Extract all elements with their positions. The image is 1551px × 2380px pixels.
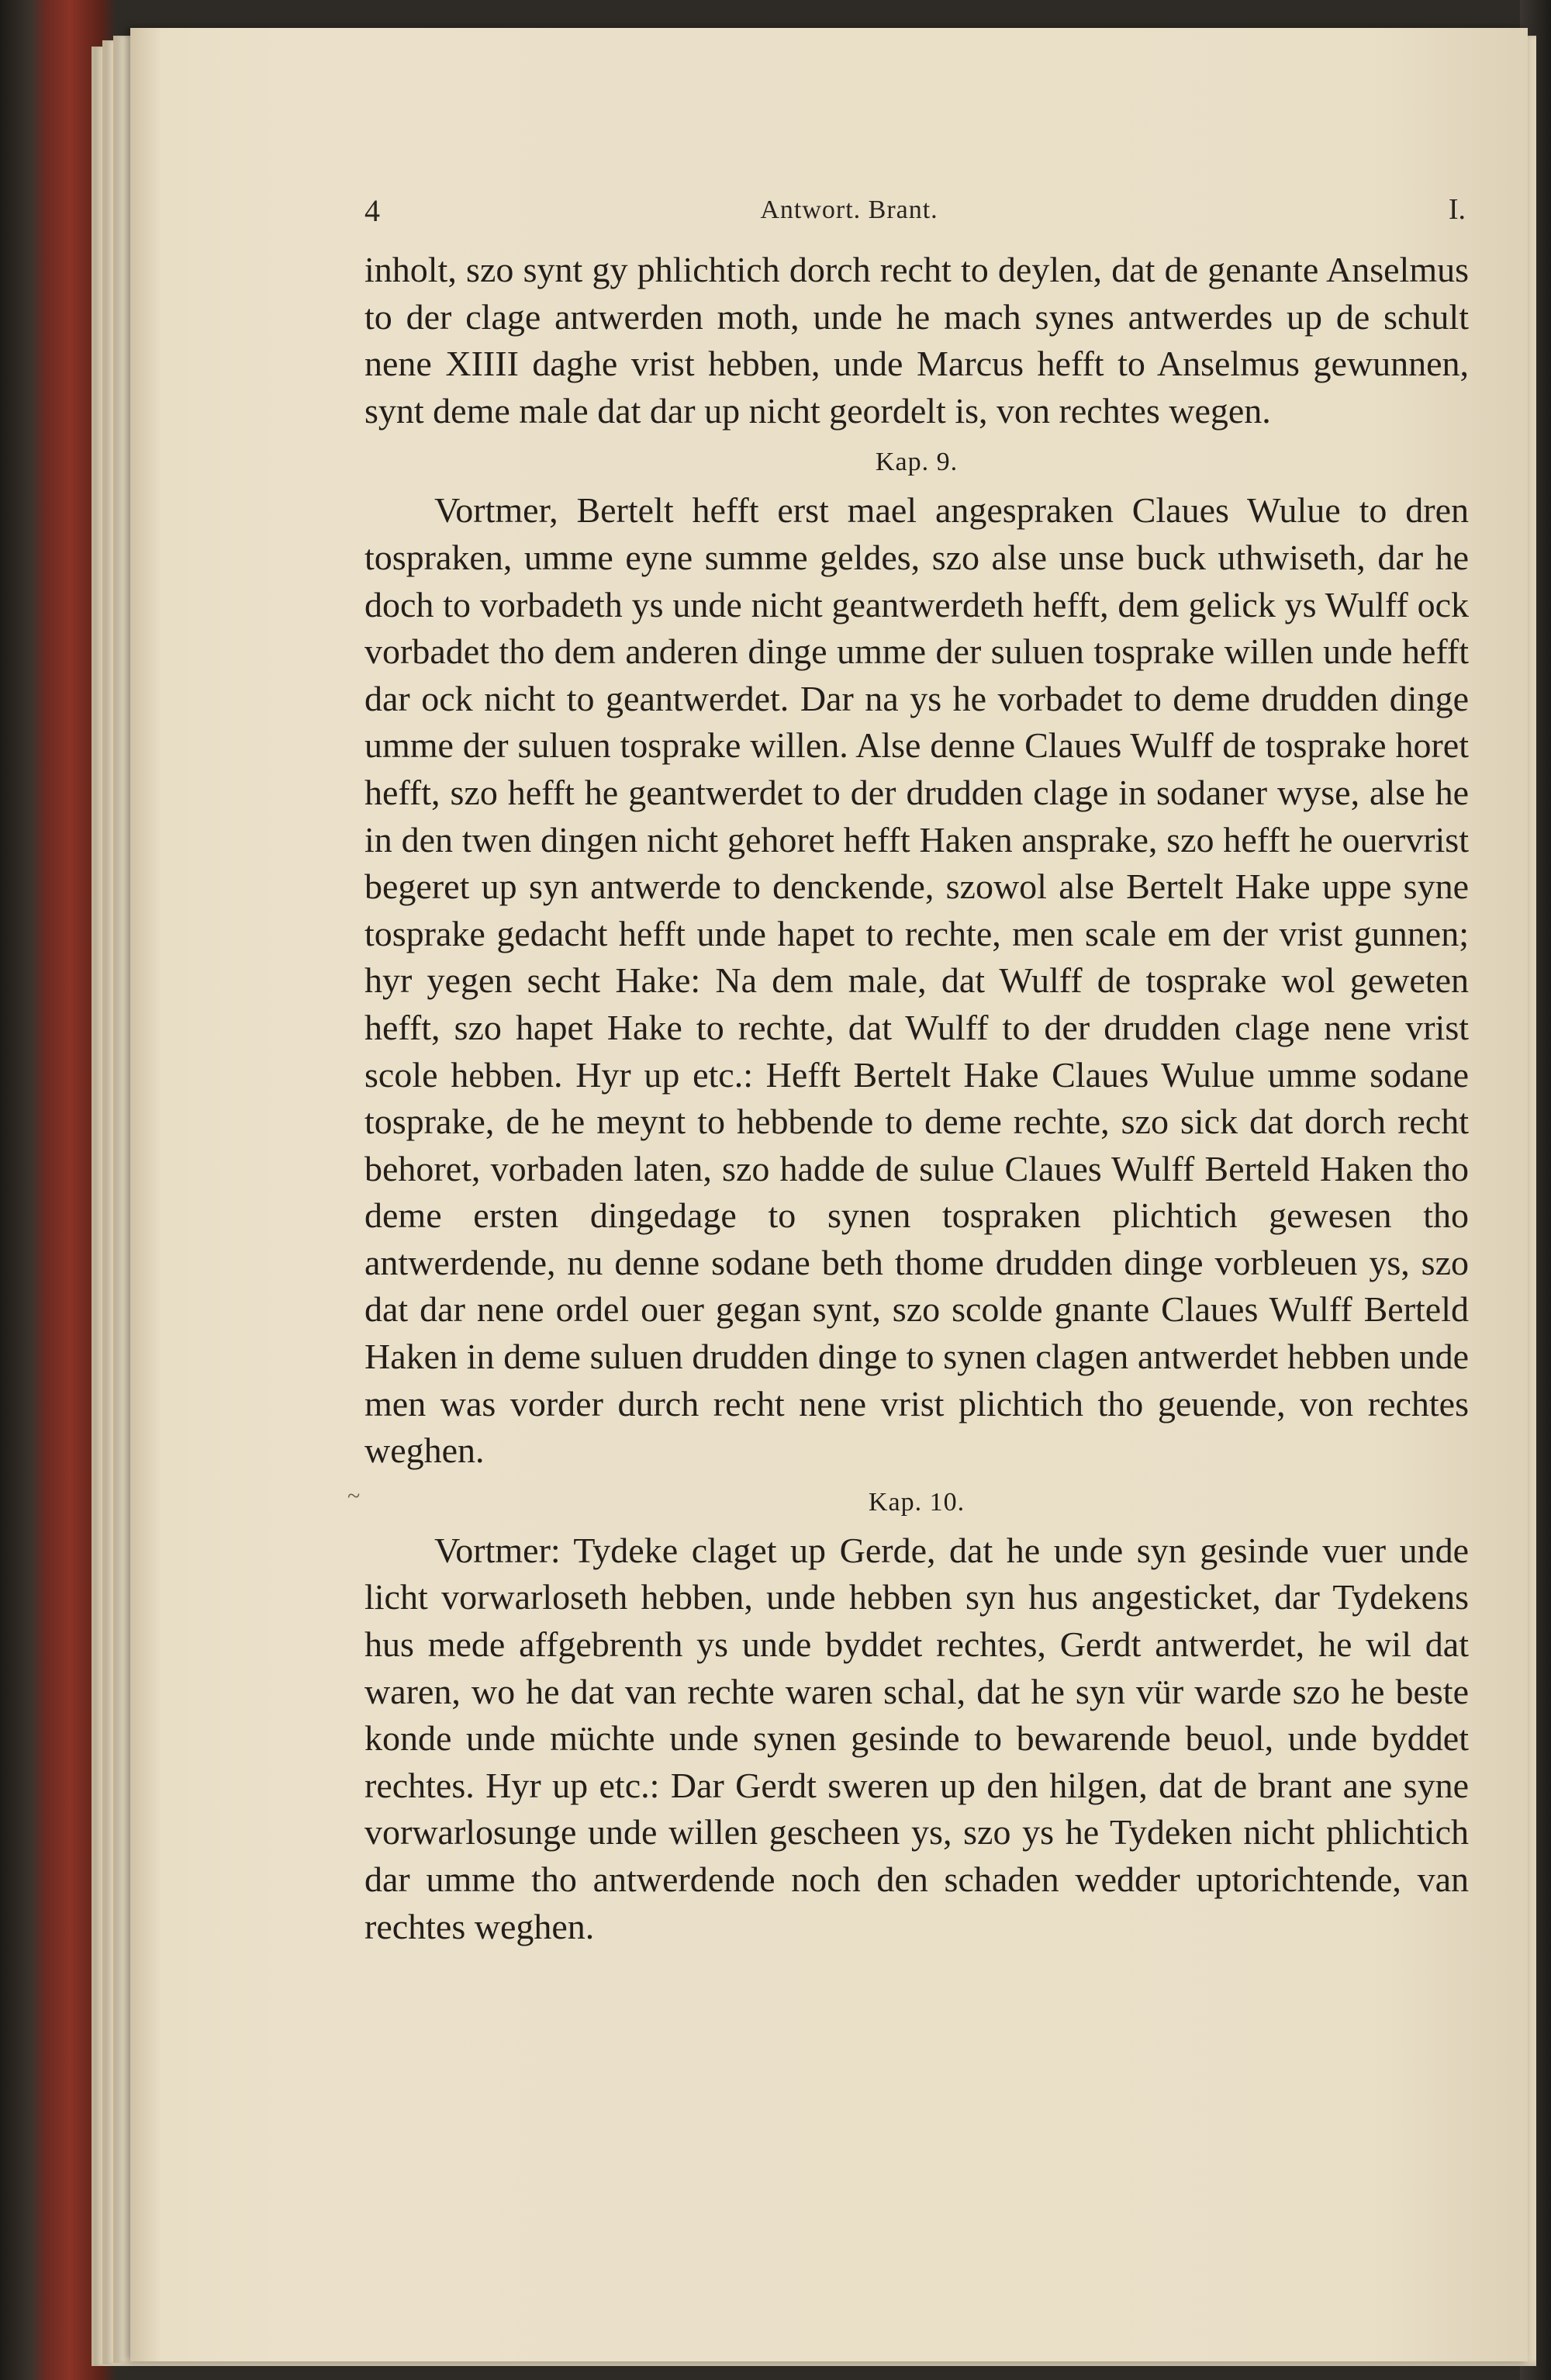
paragraph: inholt, szo synt gy phlichtich dorch recht to deylen, dat de genante Anselmus to der clage antwerden moth, unde he mach synes antwerdes up de schult nene XIIII daghe vrist hebben, unde Marcus hefft to Anselmus gewunnen, synt deme male dat dar up nicht geordelt is, von rechtes wegen. — [364, 250, 1469, 431]
body-text — [364, 247, 1469, 1950]
chapter-heading: Kap. 9. — [875, 448, 959, 477]
running-title: Antwort. Brant. — [760, 195, 938, 224]
page-number: 4 — [364, 193, 380, 228]
paragraph: Vortmer, Bertelt hefft erst mael angespraken Claues Wulue to dren tospraken, umme eyne summe geldes, szo alse unse buck uthwiseth, dar he doch to vorbadeth ys unde nicht geantwerdeth hefft, dem gelick ys Wulff ock vorbadet tho dem anderen dinge umme der suluen tosprake willen unde hefft dar ock nicht to geantwerdet. Dar na ys he vorbadet to deme drudden dinge umme der suluen tosprake willen. Alse denne Claues Wulff de tosprake horet hefft, szo hefft he geantwerdet to der drudden clage in sodaner wyse, alse he in den twen dingen nicht gehoret hefft Haken ansprake, szo hefft he ouervrist begeret up syn antwerde to denckende, szowol alse Bertelt Hake uppe syne tosprake gedacht hefft unde hapet to rechte, men scale em der vrist gunnen; hyr yegen secht Hake: Na dem male, dat Wulff de tosprake wol geweten hefft, szo hapet Hake to rechte, dat Wulff to der drudden clage nene vrist scole hebben. Hyr up etc.: Hefft Bertelt Hake Claues Wulue umme sodane tosprake, de he meynt to hebbende to deme rechte, szo sick dat dorch recht behoret, vorbaden laten, szo hadde de sulue Claues Wulff Berteld Haken tho deme ersten dingedage to synen tospraken plichtich gewesen tho antwerdende, nu denne sodane beth thome drudden dinge vorbleuen ys, szo dat dar nene ordel ouer gegan synt, szo scolde gnante Claues Wulff Berteld Haken in deme suluen drudden dinge to synen clagen antwerdet hebben unde men was vorder durch recht nene vrist plichtich tho geuende, von rechtes weghen. — [364, 490, 1469, 1471]
chapter-heading: Kap. 10. — [868, 1487, 965, 1517]
margin-mark: ~ — [347, 1483, 361, 1509]
page-header — [233, 192, 1466, 239]
section-number: I. — [1448, 193, 1466, 226]
paragraph: Vortmer: Tydeke claget up Gerde, dat he unde syn gesinde vuer unde licht vorwarloseth hebben, unde hebben syn hus angesticket, dar Tydekens hus mede affgebrenth ys unde byddet rechtes, Gerdt antwerdet, he wil dat waren, wo he dat van rechte waren schal, dat he syn vür warde szo he beste konde unde müchte unde synen gesinde to bewarende beuol, unde byddet rechtes. Hyr up etc.: Dar Gerdt sweren up den hilgen, dat de brant ane syne vorwarlosunge unde willen gescheen ys, szo ys he Tydeken nicht phlichtich dar umme tho antwerdende noch den schaden wedder uptorichtende, van rechtes weghen. — [364, 1530, 1469, 1946]
